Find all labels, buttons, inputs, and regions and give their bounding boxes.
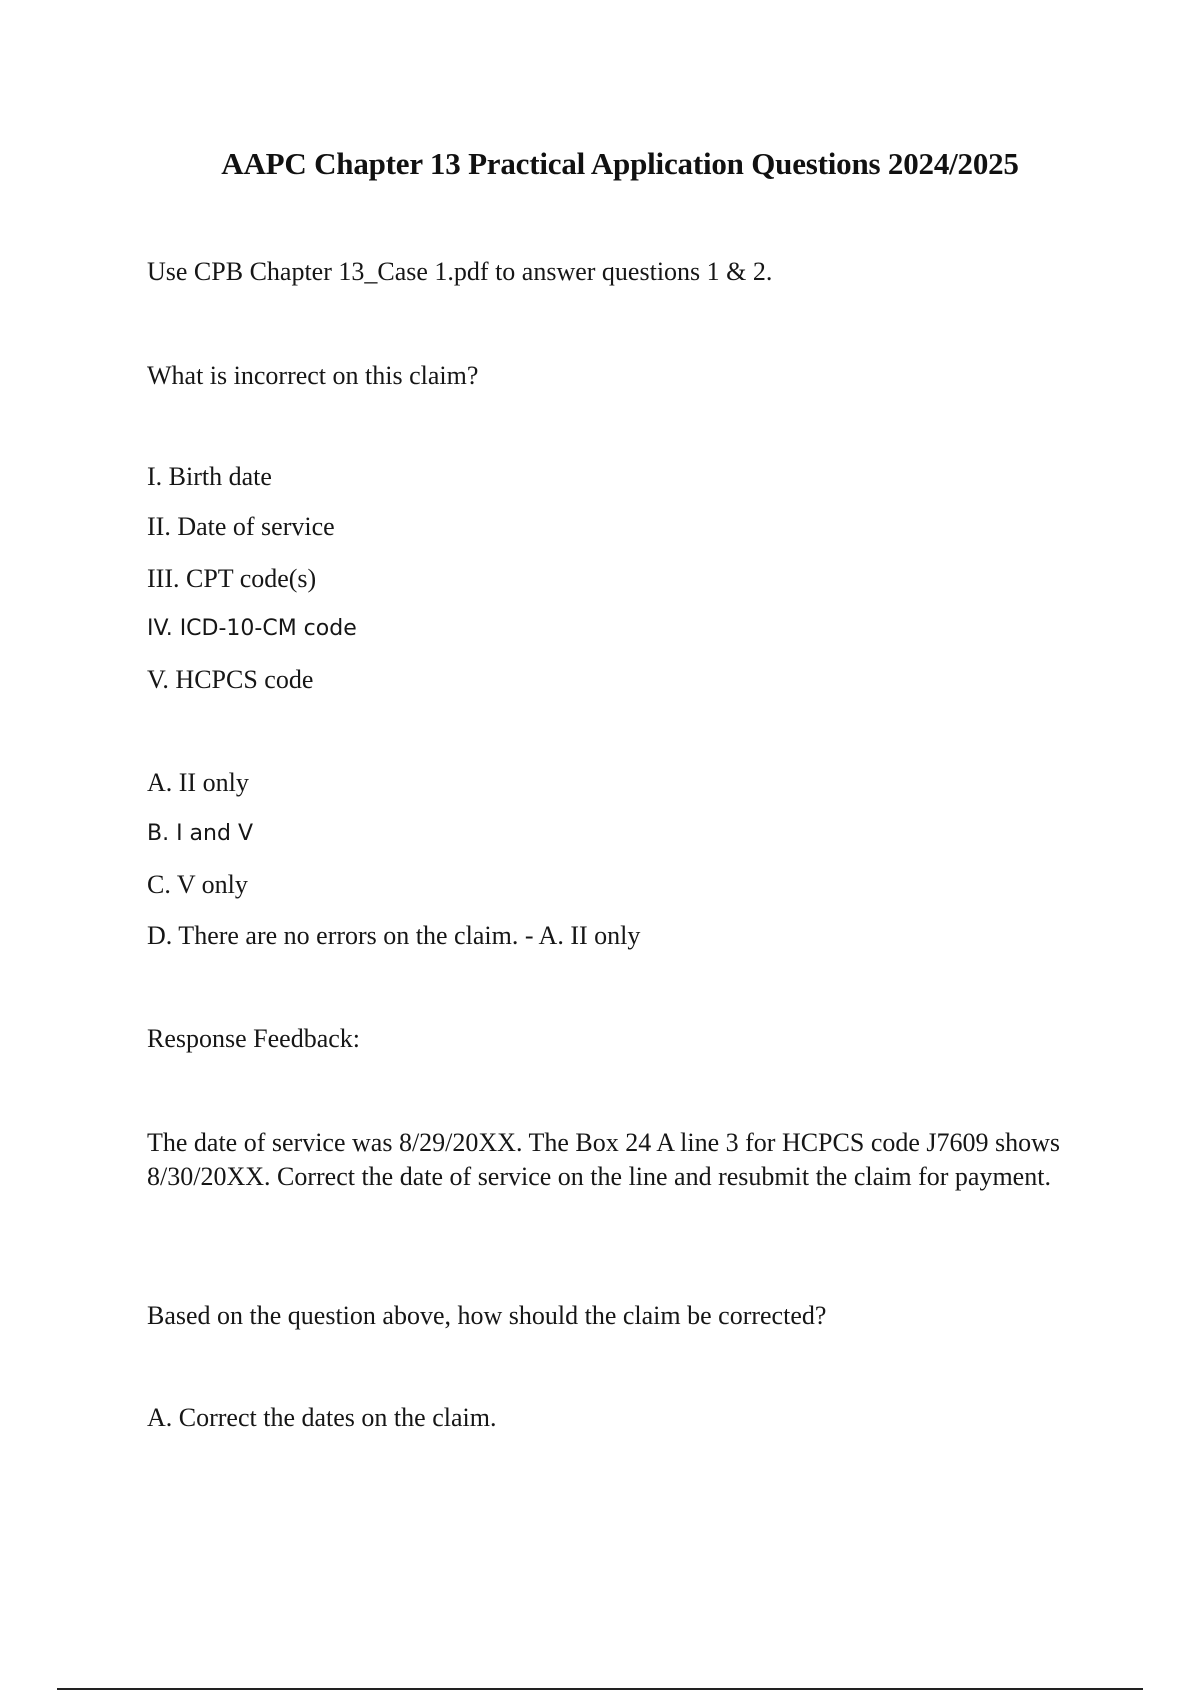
- statement-item: V. HCPCS code: [147, 665, 314, 694]
- footer-divider: [57, 1688, 1143, 1690]
- statement-item: IV. ICD-10-CM code: [147, 616, 357, 641]
- feedback-text: The date of service was 8/29/20XX. The Box 24 A line 3 for HCPCS code J7609 shows 8/30/20XX. Correct the date of service on the line and resubmit the claim for payment.: [147, 1128, 1061, 1191]
- answer-option: A. Correct the dates on the claim.: [147, 1403, 497, 1432]
- question1-prompt: What is incorrect on this claim?: [147, 361, 479, 390]
- feedback-label: Response Feedback:: [147, 1024, 361, 1053]
- answer-option: D. There are no errors on the claim. - A. II only: [147, 921, 641, 950]
- answer-option: C. V only: [147, 870, 248, 899]
- statement-item: I. Birth date: [147, 462, 272, 491]
- instruction-text: Use CPB Chapter 13_Case 1.pdf to answer questions 1 & 2.: [147, 257, 773, 286]
- statement-item: II. Date of service: [147, 512, 335, 541]
- answer-option: A. II only: [147, 768, 249, 797]
- answer-option: B. I and V: [147, 821, 253, 846]
- page-title: AAPC Chapter 13 Practical Application Questions 2024/2025: [221, 146, 1019, 181]
- statement-item: III. CPT code(s): [147, 564, 317, 593]
- question2-prompt: Based on the question above, how should the claim be corrected?: [147, 1301, 827, 1330]
